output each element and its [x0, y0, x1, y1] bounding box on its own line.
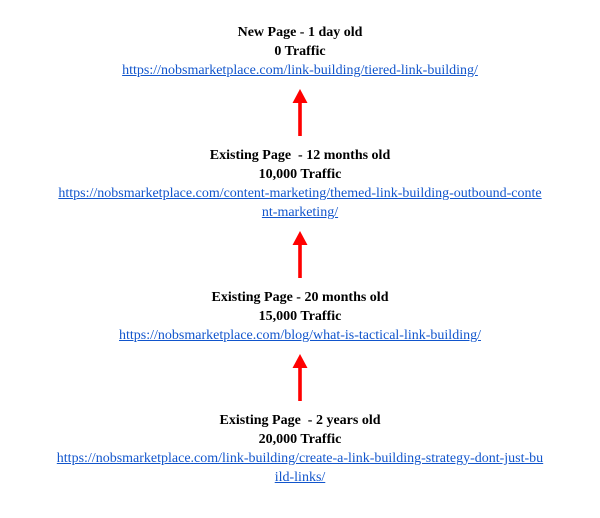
page-node-existing-2-years — [56, 411, 544, 487]
page-node-traffic: 20,000 Traffic — [258, 432, 342, 447]
page-node-existing-12-months — [56, 146, 544, 222]
page-node-traffic: 15,000 Traffic — [258, 309, 342, 324]
page-node-link[interactable]: https://nobsmarketplace.com/content-marketing/themed-link-building-outbound-content-marketing/ — [58, 186, 542, 220]
page-node-link[interactable]: https://nobsmarketplace.com/blog/what-is-tactical-link-building/ — [119, 328, 481, 343]
page-node-traffic: 10,000 Traffic — [258, 167, 342, 182]
page-node-title: Existing Page - 2 years old — [219, 413, 381, 428]
up-arrow-icon — [292, 231, 308, 278]
up-arrow-icon — [56, 89, 544, 136]
tiered-link-building-diagram — [56, 0, 544, 487]
up-arrow-icon — [56, 354, 544, 401]
page-node-title: Existing Page - 12 months old — [209, 148, 391, 163]
page-node-new-page — [56, 23, 544, 80]
page-node-existing-20-months — [56, 288, 544, 345]
up-arrow-icon — [292, 89, 308, 136]
page-node-link[interactable]: https://nobsmarketplace.com/link-building/create-a-link-building-strategy-dont-just-build-links/ — [56, 451, 544, 485]
page-node-traffic: 0 Traffic — [274, 44, 326, 59]
page-node-title: Existing Page - 20 months old — [211, 290, 389, 305]
page-node-title: New Page - 1 day old — [237, 25, 363, 40]
page-node-link[interactable]: https://nobsmarketplace.com/link-building/tiered-link-building/ — [122, 63, 478, 78]
up-arrow-icon — [292, 354, 308, 401]
up-arrow-icon — [56, 231, 544, 278]
